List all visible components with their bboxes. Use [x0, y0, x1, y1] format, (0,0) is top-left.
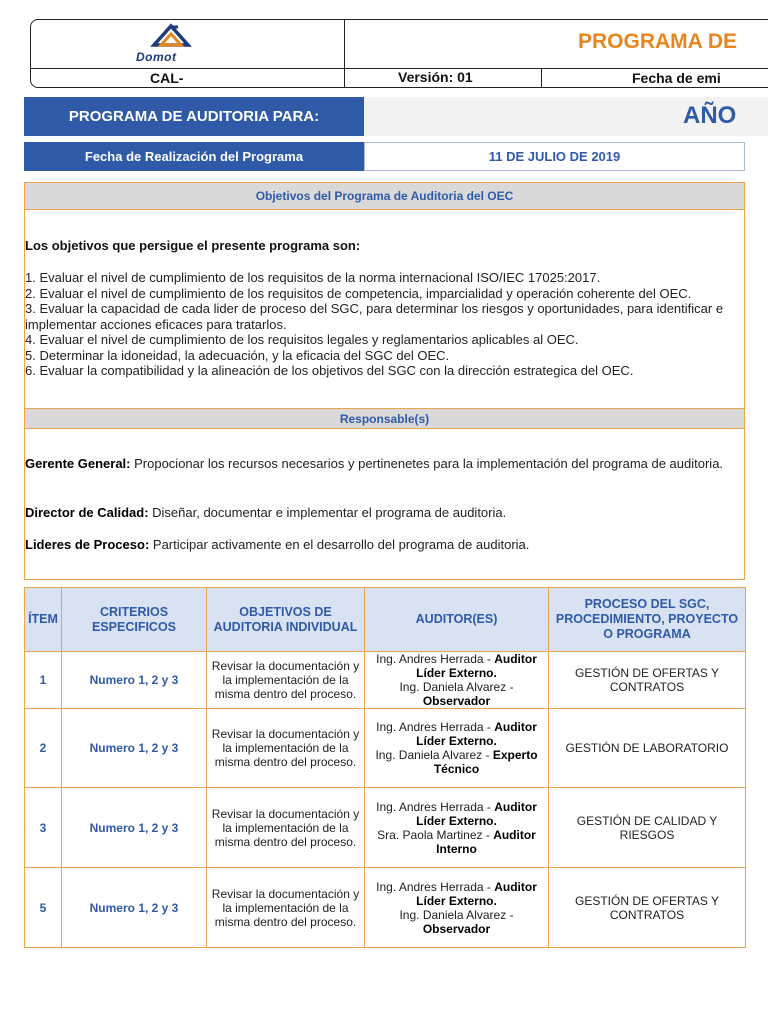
responsable-item — [25, 456, 740, 472]
item-cell: 5 — [25, 868, 62, 948]
column-header: AUDITOR(ES) — [365, 588, 549, 652]
table-row — [25, 788, 746, 868]
responsable-text: Participar activamente en el desarrollo del programa de auditoria. — [149, 537, 530, 552]
list-item: 6. Evaluar la compatibilidad y la alineación de los objetivos del SGC con la dirección estrategica del OEC. — [25, 363, 634, 378]
objective-cell: Revisar la documentación y la implementación de la misma dentro del proceso. — [207, 709, 365, 788]
column-header: PROCESO DEL SGC, PROCEDIMIENTO, PROYECTO O PROGRAMA — [549, 588, 746, 652]
table-row — [25, 652, 746, 709]
column-header: OBJETIVOS DE AUDITORIA INDIVIDUAL — [207, 588, 365, 652]
header-divider — [344, 19, 345, 88]
header-divider — [541, 68, 542, 88]
auditor-name: Ing. Daniela Alvarez - — [375, 748, 493, 762]
logo-text: Domot — [136, 50, 177, 64]
responsables-heading: Responsable(s) — [24, 408, 745, 429]
auditors-cell — [365, 709, 549, 788]
responsable-text: Diseñar, documentar e implementar el programa de auditoria. — [148, 505, 507, 520]
auditor-name: Ing. Daniela Alvarez - — [399, 680, 514, 694]
auditor-name: Ing. Andres Herrada - — [376, 720, 495, 734]
responsable-role: Lideres de Proceso: — [25, 537, 150, 552]
date-label: Fecha de Realización del Programa — [24, 142, 364, 171]
document-code: CAL- — [150, 70, 184, 86]
program-label: PROGRAMA DE AUDITORIA PARA: — [24, 97, 364, 136]
auditors-cell — [365, 868, 549, 948]
process-cell: GESTIÓN DE LABORATORIO — [549, 709, 746, 788]
responsable-role: Director de Calidad: — [25, 505, 149, 520]
objective-cell: Revisar la documentación y la implementación de la misma dentro del proceso. — [207, 788, 365, 868]
auditors-cell — [365, 652, 549, 709]
auditor-name: Ing. Andres Herrada - — [376, 879, 495, 894]
objectives-intro: Los objetivos que persigue el presente programa son: — [25, 238, 361, 253]
issue-date-label: Fecha de emi — [632, 70, 721, 86]
list-item: 2. Evaluar el nivel de cumplimiento de los requisitos de competencia, imparcialidad y operación coherente del OEC. — [25, 285, 692, 301]
auditor-role: Observador — [422, 921, 491, 936]
item-cell: 1 — [25, 652, 62, 709]
item-cell: 3 — [25, 788, 62, 868]
auditor-name: Ing. Andres Herrada - — [376, 799, 495, 814]
auditor-role: Auditor Interno — [436, 827, 536, 856]
criteria-cell: Numero 1, 2 y 3 — [62, 788, 207, 868]
process-cell: GESTIÓN DE CALIDAD Y RIESGOS — [549, 788, 746, 868]
objective-cell: Revisar la documentación y la implementación de la misma dentro del proceso. — [207, 652, 365, 709]
auditors-cell — [365, 788, 549, 868]
table-row — [25, 709, 746, 788]
item-cell: 2 — [25, 709, 62, 788]
list-item: 5. Determinar la idoneidad, la adecuación, y la eficacia del SGC del OEC. — [25, 347, 450, 363]
objectives-list — [25, 270, 743, 379]
list-item: 4. Evaluar el nivel de cumplimiento de los requisitos legales y reglamentarios aplicables al OEC. — [25, 332, 579, 347]
year-label: AÑO — [683, 102, 737, 129]
auditor-name: Ing. Daniela Alvarez - — [399, 907, 514, 922]
objective-cell: Revisar la documentación y la implementación de la misma dentro del proceso. — [207, 868, 365, 948]
auditor-role: Auditor Líder Externo. — [416, 799, 537, 828]
auditor-name: Sra. Paola Martinez - — [377, 827, 494, 842]
auditor-role: Experto Técnico — [433, 748, 538, 776]
criteria-cell: Numero 1, 2 y 3 — [62, 652, 207, 709]
auditor-role: Auditor Líder Externo. — [416, 879, 537, 908]
auditor-role: Auditor Líder Externo. — [416, 720, 537, 748]
auditor-role: Auditor Líder Externo. — [416, 652, 537, 680]
criteria-cell: Numero 1, 2 y 3 — [62, 868, 207, 948]
responsable-item — [25, 537, 740, 553]
process-cell: GESTIÓN DE OFERTAS Y CONTRATOS — [549, 652, 746, 709]
table-header-row — [25, 588, 746, 652]
responsable-text: Propocionar los recursos necesarios y pertinenetes para la implementación del programa de auditoria. — [130, 456, 724, 471]
auditor-name: Ing. Andres Herrada - — [376, 652, 495, 666]
document-title: PROGRAMA DE — [578, 30, 738, 53]
list-item: 1. Evaluar el nivel de cumplimiento de los requisitos de la norma internacional ISO/IEC 17025:2017. — [25, 270, 601, 285]
date-value: 11 DE JULIO DE 2019 — [364, 142, 745, 171]
document-version: Versión: 01 — [398, 69, 473, 85]
objectives-heading: Objetivos del Programa de Auditoria del OEC — [24, 182, 745, 210]
criteria-cell: Numero 1, 2 y 3 — [62, 709, 207, 788]
responsable-role: Gerente General: — [25, 456, 131, 471]
list-item: 3. Evaluar la capacidad de cada lider de proceso del SGC, para determinar los riesgos y oportunidades, para identificar e implementar acciones eficaces para tratarlos. — [25, 301, 724, 332]
auditor-role: Observador — [422, 694, 491, 708]
responsable-item — [25, 505, 740, 521]
column-header: CRITERIOS ESPECIFICOS — [62, 588, 207, 652]
column-header: ÍTEM — [25, 588, 62, 652]
process-cell: GESTIÓN DE OFERTAS Y CONTRATOS — [549, 868, 746, 948]
table-row — [25, 868, 746, 948]
audit-table — [24, 587, 746, 948]
